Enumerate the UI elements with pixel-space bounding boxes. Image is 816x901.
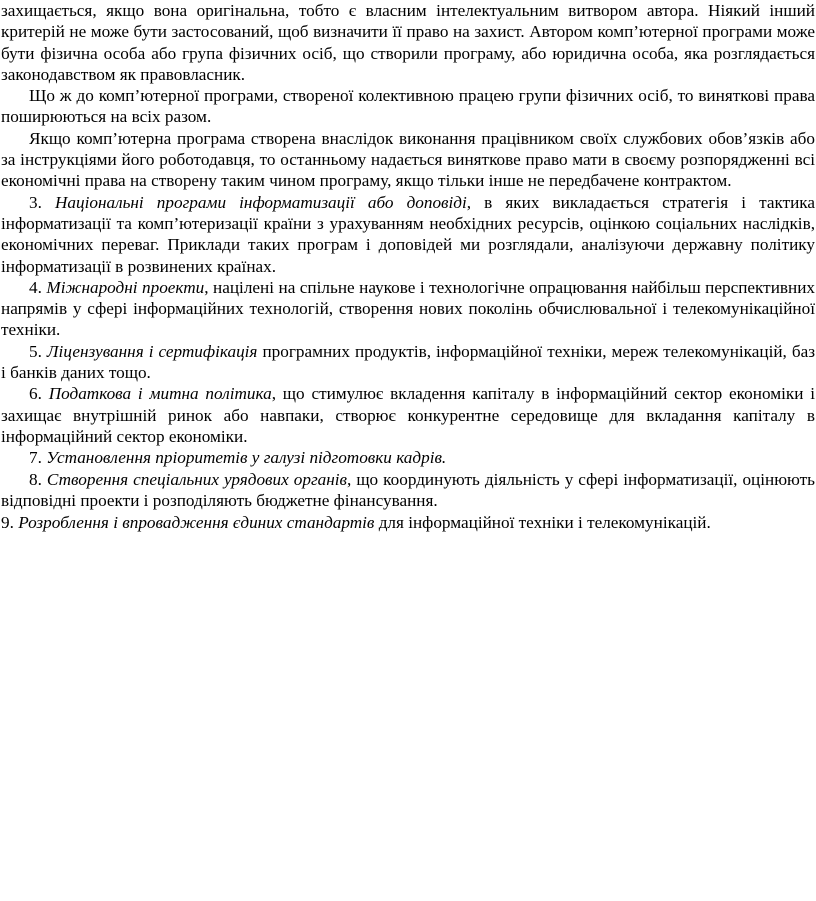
list-item-number: 7. (29, 448, 47, 468)
list-item-number: 8. (29, 469, 47, 489)
list-item-7 (1, 447, 815, 468)
list-item-5 (1, 341, 815, 384)
list-item-term: Податкова і митна політика (48, 384, 272, 404)
list-item-term: Міжнародні проекти (46, 277, 205, 297)
list-item-9 (1, 509, 815, 536)
list-item-description: , в яких викладається стратегія і тактика інформатизації та комп’ютеризації країни з урахуванням необхідних ресурсів, оцінкою соціальних наслідків, економічних переваг. Приклади таких програм і доповідей ми розглядали, аналізуючи державну політику інформатизації в розвинених країнах. (1, 192, 816, 276)
list-item-8 (1, 469, 815, 512)
list-item-6 (1, 383, 815, 447)
list-item-description: , що стимулює вкладення капіталу в інформаційний сектор економіки і захищає внутрішній ринок або навпаки, створює конкурентне середовище для вкладання капіталу в інформаційний сектор економіки. (1, 384, 816, 446)
list-item-4 (1, 277, 815, 341)
list-item-3 (1, 192, 815, 277)
list-item-description: , що координують діяльність у сфері інформатизації, оцінюють відповідні проекти і розподіляють бюджетне фінансування. (1, 469, 816, 510)
list-item-term: Розроблення і впровадження єдиних стандартів (18, 513, 375, 533)
document-page (1, 0, 815, 536)
list-item-term: Створення спеціальних урядових органів (46, 469, 348, 489)
list-item-term: Ліцензування і сертифікація (46, 341, 258, 361)
paragraph-collective-work: Що ж до комп’ютерної програми, створеної колективною працею групи фізичних осіб, то виняткові права поширюються на всіх разом. (1, 86, 815, 127)
list-item-number: 4. (29, 277, 47, 297)
list-item-term: Установлення пріоритетів у галузі підготовки кадрів. (46, 448, 447, 468)
paragraph-employee-work: Якщо комп’ютерна програма створена внаслідок виконання працівником своїх службових обов’язків або за інструкціями його роботодавця, то останньому надається виняткове право мати в своєму розпорядженні всі економічні права на створену таким чином програму, якщо тільки інше не передбачене контрактом. (1, 128, 815, 191)
list-item-term: Національні програми інформатизації або доповіді (55, 192, 467, 212)
list-item-description: для інформаційної техніки і телекомунікацій. (374, 513, 711, 533)
list-item-number: 6. (29, 384, 49, 404)
list-item-description: програмних продуктів, інформаційної техніки, мереж телекомунікацій, баз і банків даних тощо. (1, 341, 816, 383)
list-item-number: 3. (29, 192, 55, 212)
list-item-number: 5. (29, 341, 47, 361)
list-item-number: 9. (1, 513, 19, 533)
list-item-description: , націлені на спільне наукове і технологічне опрацювання найбільш перспективних напрямів у сфері інформаційних технологій, створення нових поколінь обчислювальної і телекомунікаційної техніки. (1, 277, 815, 340)
paragraph-copyright-protection: захищається, якщо вона оригінальна, тобто є власним інтелектуальним витвором автора. Ніякий інший критерій не може бути застосований, щоб визначити її право на захист. Автором комп’ютерної програми може бути фізична особа або група фізичних осіб, що створили програму, або юридична особа, яка розглядається законодавством як правовласник. (1, 1, 815, 84)
